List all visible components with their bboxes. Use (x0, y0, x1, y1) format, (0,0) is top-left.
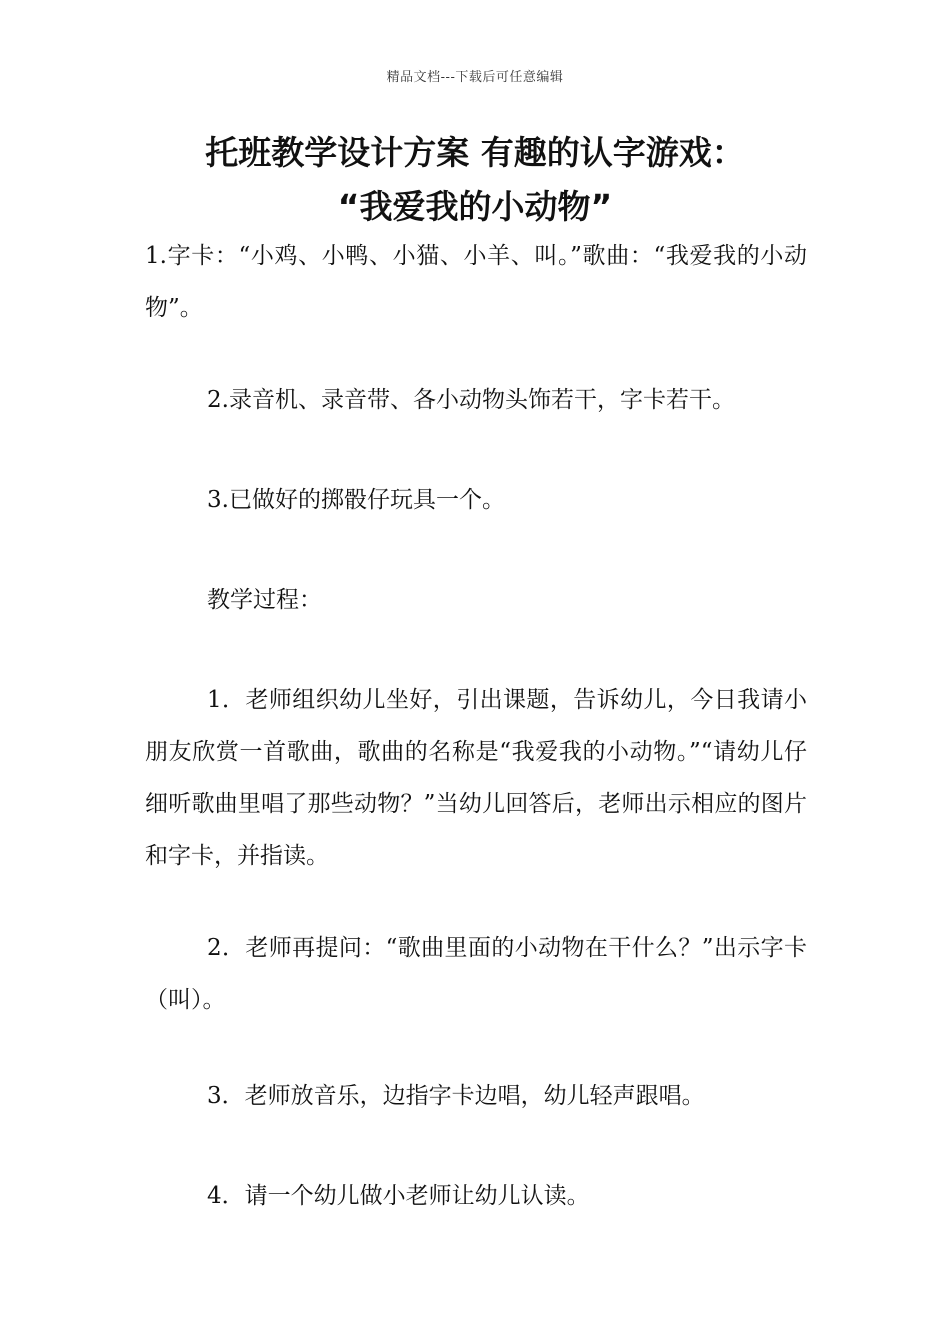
title-line-1: 托班教学设计方案 有趣的认字游戏： (205, 133, 745, 172)
paragraph-step-1: 1．老师组织幼儿坐好，引出课题，告诉幼儿，今日我请小朋友欣赏一首歌曲，歌曲的名称是“我爱我的小动物。”“请幼儿仔细听歌曲里唱了那些动物？”当幼儿回答后，老师出示相应的图片和字卡，并指读。 (145, 687, 807, 869)
paragraph-step-3: 3．老师放音乐，边指字卡边唱，幼儿轻声跟唱。 (207, 1083, 705, 1109)
paragraph-materials-2: 2.录音机、录音带、各小动物头饰若干，字卡若干。 (207, 387, 735, 413)
paragraph-step-2: 2．老师再提问：“歌曲里面的小动物在干什么？”出示字卡（叫）。 (145, 935, 807, 1013)
title-line-2: “我爱我的小动物” (337, 187, 613, 226)
paragraph-process-heading: 教学过程： (207, 587, 322, 613)
document-title (100, 126, 850, 234)
page-header-note: 精品文档---下载后可任意编辑 (386, 70, 564, 85)
paragraph-materials-3: 3.已做好的掷骰仔玩具一个。 (207, 487, 505, 513)
paragraph-step-4: 4．请一个幼儿做小老师让幼儿认读。 (207, 1183, 590, 1209)
paragraph-materials-1: 1.字卡：“小鸡、小鸭、小猫、小羊、叫。”歌曲：“我爱我的小动物”。 (145, 243, 807, 321)
